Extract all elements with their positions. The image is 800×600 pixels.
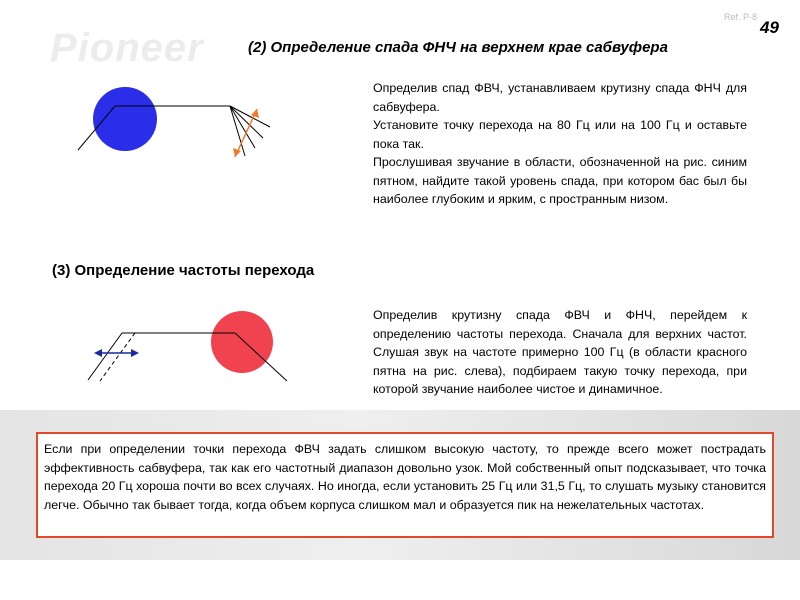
reference-label: Ref. P-8	[724, 12, 758, 22]
section2-paragraph: Определив спад ФВЧ, устанавливаем крутизну спада ФНЧ для сабвуфера.	[373, 81, 747, 114]
arrow-head-up-icon	[251, 109, 259, 118]
section2-paragraph: Прослушивая звучание в области, обозначенной на рис. синим пятном, найдите такой уровень спада, при котором бас был бы наиболее глубоким и ярким, с пространным низом.	[373, 155, 747, 206]
section2-paragraph: Установите точку перехода на 80 Гц или на 100 Гц и оставьте пока так.	[373, 118, 747, 151]
hpf-slope-line	[88, 333, 122, 380]
note-box	[36, 432, 774, 538]
section2-text	[373, 79, 747, 209]
arrow-left-icon	[94, 349, 102, 357]
arrow-head-down-icon	[233, 148, 241, 157]
lpf-slope-diagram	[70, 82, 280, 172]
blue-spot	[93, 87, 157, 151]
arrow-right-icon	[131, 349, 139, 357]
crossover-diagram	[80, 305, 300, 385]
red-spot	[211, 311, 273, 373]
section2-title: (2) Определение спада ФНЧ на верхнем крае сабвуфера	[248, 39, 668, 56]
page-number: 49	[760, 18, 779, 37]
section3-title: (3) Определение частоты перехода	[52, 262, 315, 279]
section3-text	[373, 306, 747, 399]
pioneer-logo: Pioneer	[50, 26, 204, 70]
note-text: Если при определении точки перехода ФВЧ задать слишком высокую частоту, то прежде всего может пострадать эффективность сабвуфера, так как его частотный диапазон довольно узок. Мой собственный опыт подсказывает, что точка перехода 20 Гц хороша почти во всех случаях. Но иногда, если установить 25 Гц или 31,5 Гц, то слушать музыку становится легче. Обычно так бывает тогда, когда объем корпуса слишком мал и образуется пик на нежелательных частотах.	[44, 442, 766, 512]
section3-paragraph: Определив крутизну спада ФВЧ и ФНЧ, перейдем к определению частоты перехода. Сначала для верхних частот. Слушая звук на частоте примерно 100 Гц (в области красного пятна на рис. слева), подбираем такую точку перехода, при которой звучание наиболее чистое и динамичное.	[373, 308, 747, 396]
